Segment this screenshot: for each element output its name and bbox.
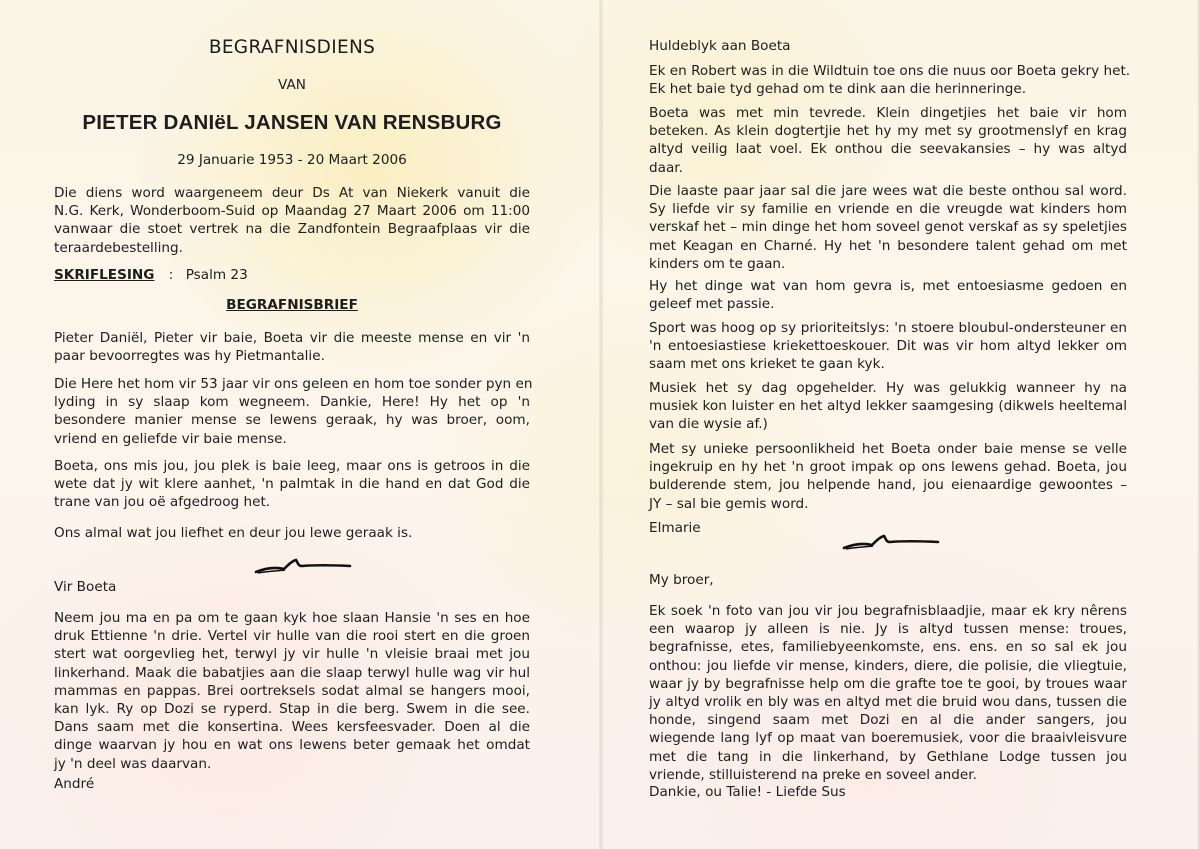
tribute-paragraph bbox=[649, 182, 1127, 273]
text-line: Ek soek 'n foto van jou vir jou begrafnisblaadjie, maar ek kry nêrens bbox=[649, 603, 1127, 619]
right-page bbox=[649, 0, 1131, 849]
text-line: JY – sal bie gemis word. bbox=[649, 495, 809, 512]
life-dates: 29 Januarie 1953 - 20 Maart 2006 bbox=[177, 152, 407, 168]
text-line: musiek kon luister en het altyd lekker saamgesing (dikwels heeltemal bbox=[649, 398, 1127, 415]
text-line: Neem jou ma en pa om te gaan kyk hoe slaan Hansie 'n ses en hoe bbox=[54, 610, 530, 626]
letter-paragraph bbox=[54, 329, 530, 365]
scripture-label: SKRIFLESING bbox=[54, 267, 155, 283]
text-line: daar. bbox=[649, 159, 683, 176]
letter-paragraph bbox=[54, 375, 533, 448]
text-line: Boeta, ons mis jou, jou plek is baie leeg, maar ons is getroos in die bbox=[54, 458, 530, 474]
text-line: van die wysie af.) bbox=[649, 416, 768, 433]
text-line: Pieter Daniël, Pieter vir baie, Boeta vir die meeste mense en vir 'n bbox=[54, 330, 530, 346]
text-line: druk Ettienne 'n drie. Vertel vir hulle van die rooi stert en die groen bbox=[54, 628, 530, 645]
text-line: Dans saam met die konsertina. Wees kersfeesvader. Doen al die bbox=[54, 719, 530, 736]
text-line: geleef met passie. bbox=[649, 296, 775, 313]
text-line: vriende, stilluisterend na preke en soveel ander. bbox=[649, 766, 977, 783]
letter-paragraph bbox=[54, 457, 530, 512]
text-line: verskaf het – min dinge het hom soveel genot verskaf as sy speletjies bbox=[649, 219, 1127, 236]
text-line: 'n entoesiastiese kriekettoeskouer. Dit was vir hom altyd lekker om bbox=[649, 338, 1127, 355]
text-line: Ek en Robert was in die Wildtuin toe ons die nuus oor Boeta gekry het. bbox=[649, 63, 1131, 79]
text-line: onthou: jou liefde vir mense, kinders, diere, die polisie, die vliegtuie, bbox=[649, 657, 1127, 674]
text-line: besondere manier mense se lewens geraak, hy was broer, oom, bbox=[54, 412, 530, 429]
signature-flourish bbox=[842, 532, 940, 554]
text-line: een waarop jy alleen is nie. Jy is altyd tussen mense: troues, bbox=[649, 621, 1127, 638]
letter-closing-line: Ons almal wat jou liefhet en deur jou lewe geraak is. bbox=[54, 525, 413, 541]
page-fold bbox=[598, 0, 604, 849]
text-line: bulderende stem, jou helpende hand, jou eienaardige gewoontes – bbox=[649, 477, 1127, 494]
text-line: begrafnisse, etes, familiebyeenkomste, ens. ens. en so sal ek jou bbox=[649, 639, 1127, 656]
text-line: Met sy unieke persoonlikheid het Boeta onder baie mense se velle bbox=[649, 441, 1127, 457]
text-line: beteken. As klein dogtertjie het hy my met sy grootmenslyf en krag bbox=[649, 123, 1127, 140]
text-line: kan lyk. Ry op Dozi se ryperd. Stap in die berg. Swem in die see. bbox=[54, 701, 530, 718]
text-line: Sport was hoog op sy prioriteitslys: 'n stoere bloubul-ondersteuner en bbox=[649, 320, 1127, 336]
text-line: trane van jou oë afgedroog het. bbox=[54, 494, 271, 511]
text-line: saam met ons krieket te gaan kyk. bbox=[649, 356, 885, 373]
text-line: linkerhand. Maak die babatjies aan die slaap terwyl hulle wag vir hul bbox=[54, 664, 530, 681]
text-line: Die Here het hom vir 53 jaar vir ons geleen en hom toe sonder pyn en bbox=[54, 376, 533, 392]
text-line: teraardebestelling. bbox=[54, 239, 183, 256]
tribute-paragraph bbox=[649, 602, 1127, 784]
text-line: Ek het baie tyd gehad om te dink aan die herinneringe. bbox=[649, 81, 1027, 98]
text-line: altyd veilig laat voel. Ek onthou die seevakansies – hy was altyd bbox=[649, 141, 1127, 158]
text-line: wete dat jy wit klere aanhet, 'n palmtak in die hand en dat God die bbox=[54, 476, 530, 493]
text-line: dinge waarvan jy hou en wat ons lewens beter gemaak het omdat bbox=[54, 737, 530, 754]
tribute-paragraph bbox=[649, 277, 1127, 313]
my-broer-heading: My broer, bbox=[649, 572, 714, 588]
vir-boeta-heading: Vir Boeta bbox=[54, 579, 117, 595]
text-line: Die laaste paar jaar sal die jare wees wat die beste onthou sal word. bbox=[649, 183, 1127, 199]
text-line: mammas en pappas. Brei oortreksels sodat almal se hangers mooi, bbox=[54, 682, 530, 699]
tribute-paragraph bbox=[649, 440, 1127, 513]
service-paragraph bbox=[54, 184, 530, 257]
text-line: vriend en geliefde vir baie mense. bbox=[54, 430, 287, 447]
text-line: Die diens word waargeneem deur Ds At van Niekerk vanuit die bbox=[54, 185, 530, 201]
text-line: jy 'n deel was daarvan. bbox=[54, 755, 212, 772]
tribute-paragraph bbox=[649, 379, 1127, 434]
text-line: honde, singend saam met Dozi en al die ander sangers, jou bbox=[649, 712, 1127, 729]
title-van: VAN bbox=[278, 77, 306, 93]
left-page bbox=[54, 0, 533, 849]
signoff-andre: André bbox=[54, 776, 95, 792]
text-line: ingekruip en hy het 'n groot impak op ons lewens gehad. Boeta, jou bbox=[649, 459, 1127, 476]
service-title: BEGRAFNISDIENS bbox=[208, 37, 376, 58]
text-line: waar jy by begrafnisse help om die grafte toe te gooi, by troues waar bbox=[649, 675, 1127, 692]
text-line: paar bevoorregtes was hy Pietmantalie. bbox=[54, 348, 325, 365]
tribute-paragraph bbox=[649, 104, 1127, 177]
text-line: Sy liefde vir sy familie en vriende en die vreugde wat kinders hom bbox=[649, 201, 1127, 218]
tribute-paragraph bbox=[649, 62, 1131, 98]
scripture-value: Psalm 23 bbox=[185, 267, 248, 283]
scripture-separator: : bbox=[168, 267, 174, 283]
letter-paragraph bbox=[54, 609, 530, 773]
text-line: N.G. Kerk, Wonderboom-Suid op Maandag 27 Maart 2006 om 11:00 bbox=[54, 203, 530, 220]
signature-flourish bbox=[254, 556, 352, 578]
text-line: met die tang in die linkerhand, by Gethlane Lodge tussen jou bbox=[649, 748, 1127, 765]
deceased-name: PIETER DANIëL JANSEN VAN RENSBURG bbox=[82, 111, 502, 134]
text-line: jy altyd vrolik en bly was en altyd met die bruid wou dans, tussen die bbox=[649, 694, 1127, 711]
signoff-elmarie: Elmarie bbox=[649, 520, 701, 536]
scripture-reading bbox=[54, 266, 248, 284]
text-line: wiegende lang lyf op maat van boeremusiek, voor die braaivleisvure bbox=[649, 730, 1127, 747]
letter-heading: BEGRAFNISBRIEF bbox=[226, 297, 358, 313]
text-line: vanwaar die stoet vertrek na die Zandfontein Begraafplaas vir die bbox=[54, 221, 530, 238]
text-line: Musiek het sy dag opgehelder. Hy was gelukkig wanneer hy na bbox=[649, 380, 1127, 396]
text-line: stert wat oorgevlieg het, terwyl jy vir hulle 'n vleisie braai met jou bbox=[54, 646, 530, 663]
text-line: kinders om te gaan. bbox=[649, 255, 786, 272]
closing-line: Dankie, ou Talie! - Liefde Sus bbox=[649, 784, 846, 800]
text-line: lyding in sy slaap kom wegneem. Dankie, Here! Hy het op 'n bbox=[54, 394, 530, 411]
text-line: Hy het dinge wat van hom gevra is, met entoesiasme gedoen en bbox=[649, 278, 1127, 294]
tribute-heading: Huldeblyk aan Boeta bbox=[649, 38, 791, 54]
text-line: Boeta was met min tevrede. Klein dingetjies het baie vir hom bbox=[649, 105, 1127, 121]
text-line: met Keagan en Charné. Hy het 'n besondere talent gehad om met bbox=[649, 237, 1127, 254]
tribute-paragraph bbox=[649, 319, 1127, 374]
